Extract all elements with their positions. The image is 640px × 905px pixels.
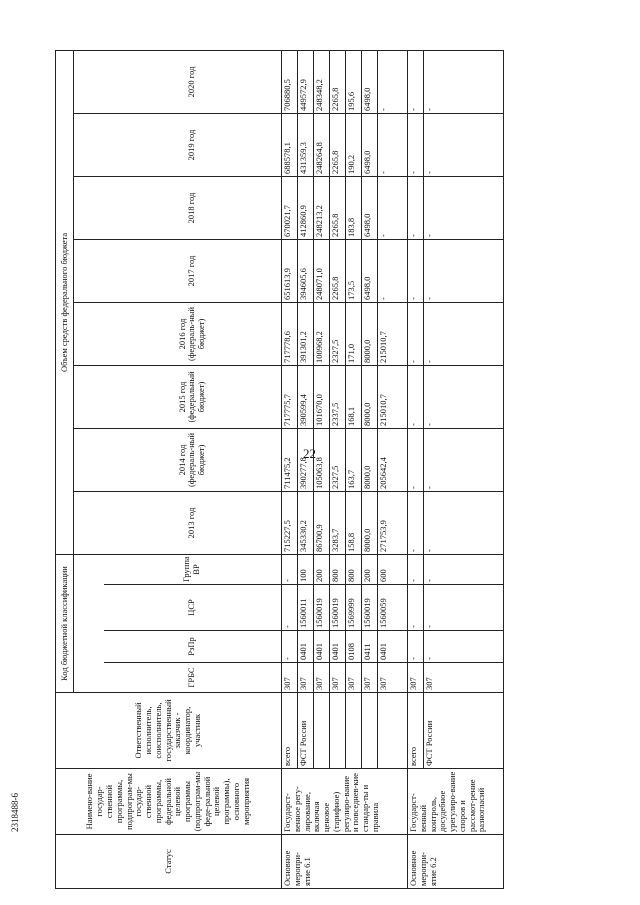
cell-amount-2019: 6498,0	[362, 113, 378, 176]
cell-amount-2019: 248264,8	[314, 113, 330, 176]
table-row	[378, 50, 408, 888]
cell-csr: 1560019	[362, 585, 378, 631]
cell-amount-2016: 171,0	[346, 302, 362, 365]
cell-grbs: 307	[282, 663, 298, 693]
cell-amount-2015: -	[424, 365, 504, 428]
header-csr: ЦСР	[104, 585, 282, 631]
cell-amount-2017: -	[378, 239, 408, 302]
table-row	[330, 50, 346, 888]
cell-vr: 200	[314, 554, 330, 584]
cell-amount-2018: 183,8	[346, 176, 362, 239]
header-year-2018: 2018 год	[104, 176, 282, 239]
cell-amount-2018: 670021,7	[282, 176, 298, 239]
row-executor	[378, 693, 408, 769]
table-row	[408, 50, 424, 888]
header-rzpr: РзПр	[104, 631, 282, 663]
cell-amount-2020: -	[424, 50, 504, 113]
cell-amount-2013: 3283,7	[330, 491, 346, 554]
cell-amount-2018: -	[424, 176, 504, 239]
header-year-2017: 2017 год	[104, 239, 282, 302]
header-year-2016: 2016 год (федераль-ный бюджет)	[104, 302, 282, 365]
cell-grbs: 307	[298, 663, 314, 693]
cell-csr: 1569999	[346, 585, 362, 631]
cell-amount-2016: 8000,0	[362, 302, 378, 365]
cell-rzpr: 0108	[346, 631, 362, 663]
table-row	[346, 50, 362, 888]
cell-amount-2015: 215010,7	[378, 365, 408, 428]
cell-rzpr: -	[408, 631, 424, 663]
cell-amount-2020: 248348,2	[314, 50, 330, 113]
header-status: Статус	[56, 835, 282, 889]
cell-amount-2013: 158,8	[346, 491, 362, 554]
page-number: 22	[303, 446, 316, 461]
cell-csr: -	[282, 585, 298, 631]
cell-amount-2019: -	[424, 113, 504, 176]
table-body	[282, 50, 504, 888]
cell-amount-2017: 248071,0	[314, 239, 330, 302]
cell-csr: 1560019	[314, 585, 330, 631]
header-grbs: ГРБС	[104, 663, 282, 693]
cell-grbs: 307	[362, 663, 378, 693]
row-executor	[362, 693, 378, 769]
cell-csr: -	[408, 585, 424, 631]
cell-amount-2019: -	[408, 113, 424, 176]
cell-amount-2017: 173,5	[346, 239, 362, 302]
table-row	[314, 50, 330, 888]
row-executor	[314, 693, 330, 769]
cell-rzpr: 0411	[362, 631, 378, 663]
header-vr: Группа ВР	[104, 554, 282, 584]
cell-grbs: 307	[346, 663, 362, 693]
cell-amount-2020: -	[378, 50, 408, 113]
cell-rzpr: -	[282, 631, 298, 663]
cell-rzpr: 0401	[298, 631, 314, 663]
cell-amount-2014: 390277,8	[298, 428, 314, 491]
cell-grbs: 307	[330, 663, 346, 693]
header-program-name: Наимено-вание государ-ственной программы, подпрограм-мы государ-ственной программы, федеральной целевой программы (подпрограм-мы феде-ральной целевой программы), основного мероприятия	[56, 769, 282, 835]
cell-vr: -	[424, 554, 504, 584]
cell-amount-2013: 86700,9	[314, 491, 330, 554]
cell-amount-2013: 271753,9	[378, 491, 408, 554]
cell-rzpr: 0401	[314, 631, 330, 663]
cell-rzpr: 0401	[330, 631, 346, 663]
header-year-2020: 2020 год	[104, 50, 282, 113]
cell-amount-2014: 105063,8	[314, 428, 330, 491]
table-row	[282, 50, 298, 888]
cell-amount-2016: 215010,7	[378, 302, 408, 365]
cell-amount-2014: 2327,5	[330, 428, 346, 491]
cell-amount-2016: 717778,6	[282, 302, 298, 365]
cell-grbs: 307	[314, 663, 330, 693]
row-program-name: Государст-венный контроль, досудебное урегулиро-вание споров и рассмот-рение разногласий	[408, 769, 504, 835]
cell-amount-2013: 715227,5	[282, 491, 298, 554]
cell-amount-2017: 651613,9	[282, 239, 298, 302]
cell-amount-2013: -	[408, 491, 424, 554]
cell-csr: -	[424, 585, 504, 631]
cell-amount-2017: 2265,8	[330, 239, 346, 302]
header-year-2015: 2015 год (федеральный бюджет)	[104, 365, 282, 428]
cell-csr: 1560011	[298, 585, 314, 631]
cell-amount-2020: 6498,0	[362, 50, 378, 113]
cell-amount-2013: 8000,0	[362, 491, 378, 554]
cell-grbs: 307	[424, 663, 504, 693]
budget-table	[55, 50, 504, 889]
cell-amount-2016: -	[408, 302, 424, 365]
cell-amount-2020: 706880,5	[282, 50, 298, 113]
cell-amount-2018: 6498,0	[362, 176, 378, 239]
cell-amount-2016: 391301,2	[298, 302, 314, 365]
cell-vr: 800	[346, 554, 362, 584]
cell-amount-2017: -	[408, 239, 424, 302]
cell-amount-2013: -	[424, 491, 504, 554]
cell-vr: 100	[298, 554, 314, 584]
cell-vr: -	[408, 554, 424, 584]
cell-amount-2017: -	[424, 239, 504, 302]
cell-amount-2018: 248213,2	[314, 176, 330, 239]
cell-amount-2020: 449572,9	[298, 50, 314, 113]
cell-amount-2019: 688578,1	[282, 113, 298, 176]
cell-amount-2014: 163,7	[346, 428, 362, 491]
cell-amount-2014: 8000,0	[362, 428, 378, 491]
cell-csr: 1560019	[330, 585, 346, 631]
cell-vr: 800	[330, 554, 346, 584]
table-row	[424, 50, 504, 888]
cell-amount-2016: 100968,2	[314, 302, 330, 365]
cell-amount-2020: -	[408, 50, 424, 113]
cell-amount-2015: 2337,5	[330, 365, 346, 428]
cell-amount-2018: -	[408, 176, 424, 239]
cell-rzpr: 0401	[378, 631, 408, 663]
cell-amount-2018: 412860,9	[298, 176, 314, 239]
cell-amount-2018: -	[378, 176, 408, 239]
header-year-2013: 2013 год	[104, 491, 282, 554]
row-executor: всего	[408, 693, 424, 769]
cell-vr: 600	[378, 554, 408, 584]
row-executor	[346, 693, 362, 769]
cell-amount-2015: 8000,0	[362, 365, 378, 428]
table-row	[298, 50, 314, 888]
cell-amount-2016: -	[424, 302, 504, 365]
cell-grbs: 307	[378, 663, 408, 693]
cell-amount-2017: 6498,0	[362, 239, 378, 302]
cell-amount-2015: 717775,7	[282, 365, 298, 428]
cell-amount-2014: 205642,4	[378, 428, 408, 491]
cell-rzpr: -	[424, 631, 504, 663]
cell-amount-2020: 2265,8	[330, 50, 346, 113]
header-year-2014: 2014 год (федераль-ный бюджет)	[104, 428, 282, 491]
header-budget-code: Код бюджетной классификации	[56, 554, 74, 692]
cell-amount-2015: -	[408, 365, 424, 428]
table-row	[362, 50, 378, 888]
row-executor: ФСТ России	[298, 693, 314, 769]
cell-vr: 200	[362, 554, 378, 584]
cell-amount-2015: 390599,4	[298, 365, 314, 428]
cell-amount-2015: 101670,0	[314, 365, 330, 428]
cell-amount-2014: 711475,2	[282, 428, 298, 491]
cell-amount-2019: -	[378, 113, 408, 176]
cell-amount-2019: 431359,3	[298, 113, 314, 176]
row-executor: всего	[282, 693, 298, 769]
cell-amount-2014: -	[424, 428, 504, 491]
cell-amount-2018: 2265,8	[330, 176, 346, 239]
row-status: Основное меропри-ятие 6.1	[282, 835, 408, 889]
header-federal-funds: Объем средств федерального бюджета	[56, 50, 74, 554]
cell-amount-2013: 345330,2	[298, 491, 314, 554]
cell-grbs: 307	[408, 663, 424, 693]
cell-vr: -	[282, 554, 298, 584]
cell-amount-2020: 195,6	[346, 50, 362, 113]
document-code: 2318488-6	[10, 793, 20, 832]
cell-amount-2014: -	[408, 428, 424, 491]
header-executor: Ответственный исполнитель, соисполнитель, государственный заказчик - координатор, участник	[56, 693, 282, 769]
cell-amount-2015: 168,1	[346, 365, 362, 428]
header-year-2019: 2019 год	[104, 113, 282, 176]
cell-csr: 1560059	[378, 585, 408, 631]
row-status: Основное меропри-ятие 6.2	[408, 835, 504, 889]
cell-amount-2016: 2327,5	[330, 302, 346, 365]
row-executor	[330, 693, 346, 769]
cell-amount-2017: 394605,6	[298, 239, 314, 302]
cell-amount-2019: 190,2	[346, 113, 362, 176]
cell-amount-2019: 2265,8	[330, 113, 346, 176]
row-executor: ФСТ России	[424, 693, 504, 769]
row-program-name: Государст-венное регу-лирование, включая ценовое (тарифное) регулиро-вание и повседнев-кие стандар-ты и правила	[282, 769, 408, 835]
